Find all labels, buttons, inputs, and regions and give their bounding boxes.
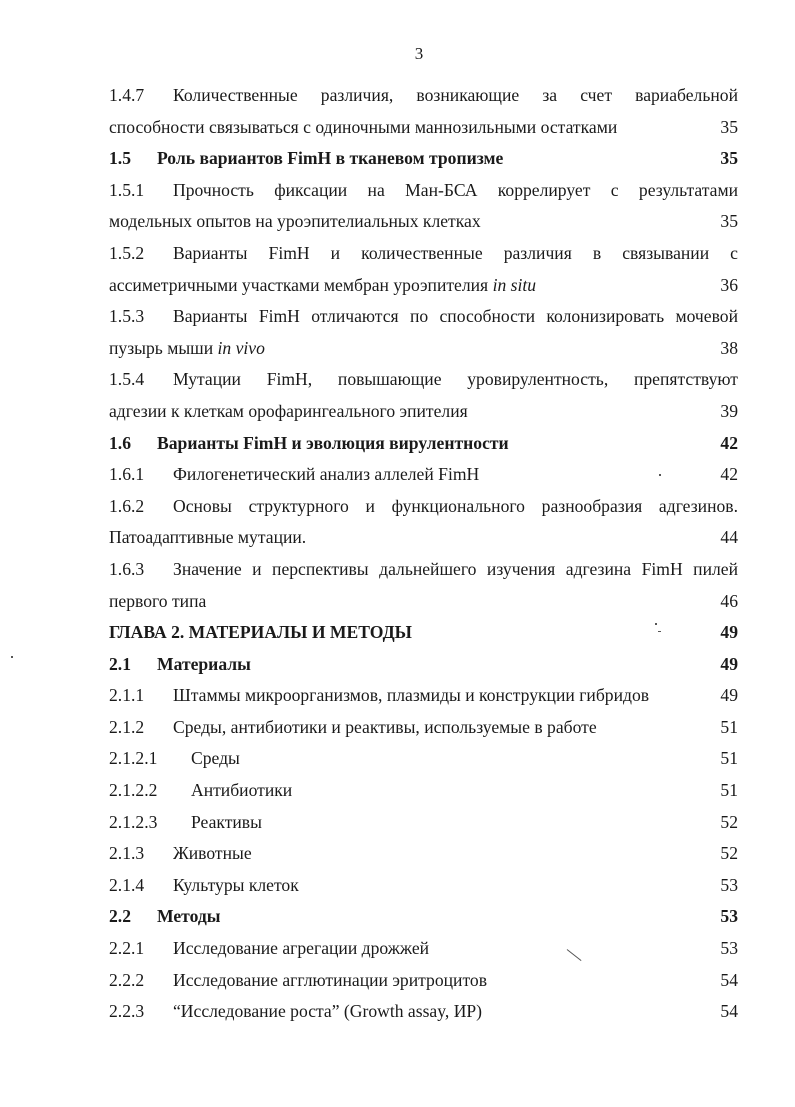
toc-page: 36 <box>720 274 738 295</box>
toc-title-line2: модельных опытов на уроэпителиальных клетках <box>109 211 481 232</box>
toc-page: 35 <box>720 116 738 137</box>
toc-page: 46 <box>720 590 738 611</box>
scan-speck <box>659 474 661 476</box>
toc-number: 2.1.3 <box>109 843 145 864</box>
toc-entry <box>109 554 738 586</box>
toc-page: 52 <box>720 843 738 864</box>
toc-entry <box>109 870 738 902</box>
toc-number: 2.1.1 <box>109 685 145 706</box>
table-of-contents <box>109 80 738 1028</box>
italic-term: in situ <box>492 274 537 295</box>
toc-page: 35 <box>720 148 738 169</box>
toc-number: 2.1 <box>109 653 131 674</box>
toc-page: 54 <box>720 1001 738 1022</box>
toc-title: Штаммы микроорганизмов, плазмиды и конструкции гибридов <box>173 685 650 706</box>
toc-section <box>109 649 738 681</box>
toc-entry <box>109 712 738 744</box>
toc-number: 1.6.2 <box>109 495 145 516</box>
italic-term: in vivo <box>217 337 265 358</box>
scan-speck <box>658 631 661 632</box>
scan-speck <box>655 623 657 625</box>
toc-title: Культуры клеток <box>173 874 299 895</box>
toc-entry <box>109 80 738 112</box>
toc-number: 1.6 <box>109 432 131 453</box>
toc-number: 1.5.4 <box>109 369 145 390</box>
toc-page: 42 <box>720 432 738 453</box>
toc-entry-cont <box>109 586 738 618</box>
toc-entry <box>109 459 738 491</box>
toc-page: 51 <box>720 780 738 801</box>
toc-entry-cont <box>109 112 738 144</box>
toc-entry <box>109 175 738 207</box>
toc-title-line2: адгезии к клеткам орофарингеального эпителия <box>109 400 468 421</box>
toc-page: 49 <box>720 653 738 674</box>
toc-page: 35 <box>720 211 738 232</box>
toc-page: 44 <box>720 527 738 548</box>
toc-page: 51 <box>720 748 738 769</box>
toc-number: 2.2.1 <box>109 938 145 959</box>
toc-number: 2.1.2 <box>109 716 145 737</box>
toc-page: 52 <box>720 811 738 832</box>
toc-page: 38 <box>720 337 738 358</box>
toc-title-line1: Прочность фиксации на Ман-БСА коррелирует с результатами <box>173 179 738 200</box>
toc-title: Среды <box>191 748 240 769</box>
toc-entry <box>109 807 738 839</box>
toc-number: 1.6.3 <box>109 558 145 579</box>
toc-title: Антибиотики <box>191 780 293 801</box>
toc-title-line2: первого типа <box>109 590 207 611</box>
toc-title: Среды, антибиотики и реактивы, используемые в работе <box>173 716 597 737</box>
page-number: 3 <box>414 44 424 63</box>
toc-title-line1: Основы структурного и функционального разнообразия адгезинов. <box>173 495 738 516</box>
toc-entry <box>109 491 738 523</box>
toc-entry-cont <box>109 206 738 238</box>
toc-chapter-title: ГЛАВА 2. МАТЕРИАЛЫ И МЕТОДЫ <box>109 622 412 643</box>
toc-number: 1.6.1 <box>109 464 145 485</box>
toc-section <box>109 428 738 460</box>
toc-title: Варианты FimH и эволюция вирулентности <box>157 432 509 453</box>
toc-title: Материалы <box>157 653 251 674</box>
toc-page: 53 <box>720 906 738 927</box>
toc-entry-cont <box>109 333 738 365</box>
toc-title-line1: Варианты FimH отличаются по способности колонизировать мочевой <box>173 306 738 327</box>
toc-title: Животные <box>173 843 252 864</box>
toc-entry <box>109 364 738 396</box>
toc-page: 39 <box>720 400 738 421</box>
toc-entry <box>109 933 738 965</box>
toc-number: 1.5.1 <box>109 179 145 200</box>
toc-page: 54 <box>720 969 738 990</box>
toc-page: 49 <box>720 622 738 643</box>
toc-entry <box>109 238 738 270</box>
toc-title: Филогенетический анализ аллелей FimH <box>173 464 480 485</box>
toc-number: 1.5.3 <box>109 306 145 327</box>
toc-number: 2.1.2.1 <box>109 748 158 769</box>
scan-speck <box>11 656 13 658</box>
toc-title: Реактивы <box>191 811 262 832</box>
toc-section <box>109 901 738 933</box>
toc-entry-cont <box>109 396 738 428</box>
toc-section <box>109 143 738 175</box>
toc-number: 1.5.2 <box>109 242 145 263</box>
toc-title-line1: Значение и перспективы дальнейшего изучения адгезина FimH пилей <box>173 558 738 579</box>
toc-number: 1.5 <box>109 148 131 169</box>
toc-entry <box>109 775 738 807</box>
toc-page: 53 <box>720 874 738 895</box>
toc-entry <box>109 965 738 997</box>
toc-page: 53 <box>720 938 738 959</box>
toc-page: 51 <box>720 716 738 737</box>
toc-title: Методы <box>157 906 221 927</box>
toc-entry <box>109 743 738 775</box>
toc-number: 2.1.2.2 <box>109 780 158 801</box>
toc-title-line1: Мутации FimH, повышающие уровирулентность, препятствуют <box>173 369 738 390</box>
toc-entry <box>109 301 738 333</box>
toc-number: 2.1.4 <box>109 874 145 895</box>
toc-number: 2.1.2.3 <box>109 811 158 832</box>
toc-title-line1: Варианты FimH и количественные различия в связывании с <box>173 242 738 263</box>
toc-title: Исследование агглютинации эритроцитов <box>173 969 488 990</box>
toc-title-line2: Патоадаптивные мутации. <box>109 527 307 548</box>
toc-entry <box>109 996 738 1028</box>
toc-number: 2.2.3 <box>109 1001 145 1022</box>
toc-title-line2: ассиметричными участками мембран уроэпителия in situ <box>109 274 537 295</box>
toc-title-line2: пузырь мыши in vivo <box>109 337 265 358</box>
toc-title-line2: способности связываться с одиночными маннозильными остатками <box>109 116 618 137</box>
toc-entry-cont <box>109 522 738 554</box>
toc-title-line1: Количественные различия, возникающие за счет вариабельной <box>173 85 738 105</box>
toc-title: Исследование агрегации дрожжей <box>173 938 430 959</box>
toc-title: Роль вариантов FimH в тканевом тропизме <box>157 148 504 169</box>
toc-entry-cont <box>109 270 738 302</box>
toc-number: 1.4.7 <box>109 85 145 105</box>
toc-number: 2.2 <box>109 906 131 927</box>
toc-page: 42 <box>720 464 738 485</box>
toc-title: “Исследование роста” (Growth assay, ИР) <box>173 1001 483 1022</box>
toc-chapter <box>109 617 738 649</box>
toc-number: 2.2.2 <box>109 969 145 990</box>
toc-entry <box>109 838 738 870</box>
toc-entry <box>109 680 738 712</box>
toc-page: 49 <box>720 685 738 706</box>
